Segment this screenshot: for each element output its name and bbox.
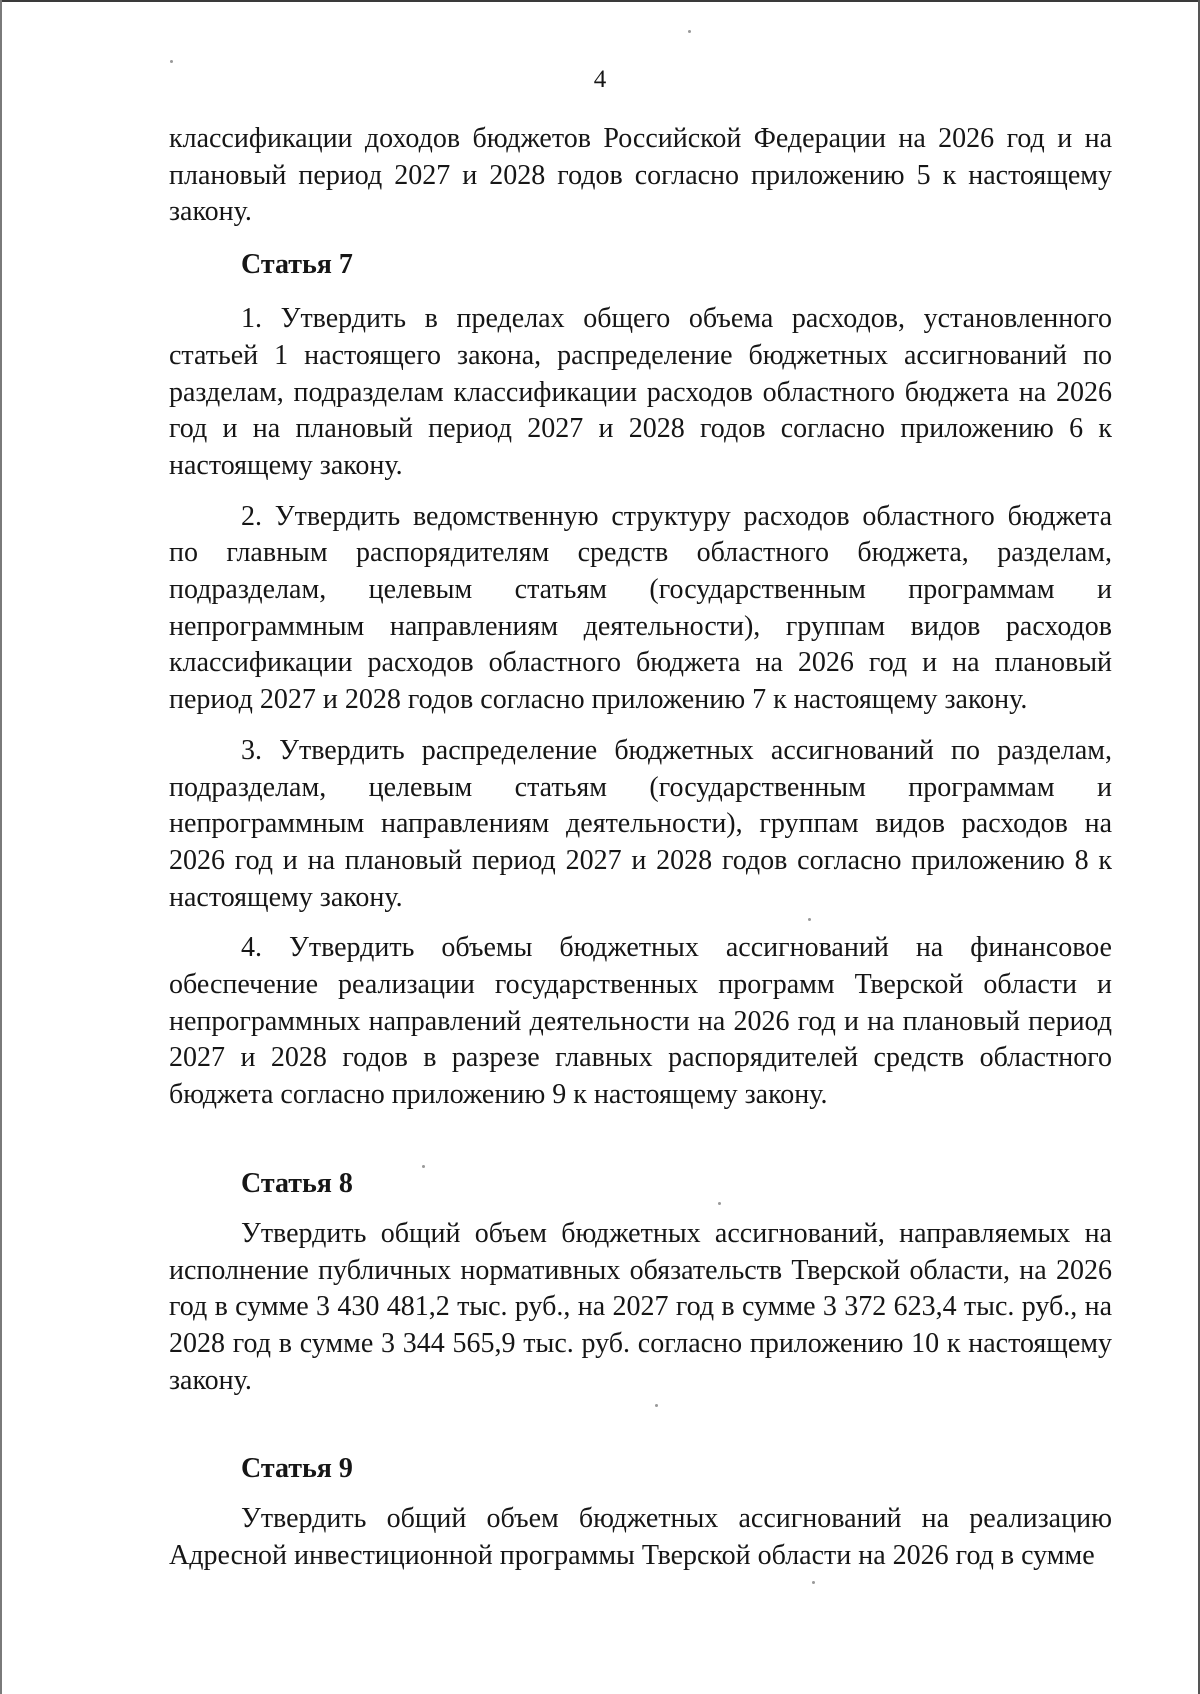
scan-speck (170, 60, 173, 63)
article-7-heading: Статья 7 (241, 249, 353, 281)
article-8-paragraph: Утвердить общий объем бюджетных ассигнований, направляемых на исполнение публичных нормативных обязательств Тверской области, на 2026 год в сумме 3 430 481,2 тыс. руб., на 2027 год в сумме 3 372 623,4 тыс. руб., на 2028 год в сумме 3 344 565,9 тыс. руб. согласно приложению 10 к настоящему закону. (169, 1217, 1112, 1396)
scan-edge-top (0, 0, 1200, 2)
page-number: 4 (593, 66, 607, 93)
article-9-heading: Статья 9 (241, 1453, 353, 1485)
article-8-heading: Статья 8 (241, 1167, 353, 1199)
intro-paragraph: классификации доходов бюджетов Российской Федерации на 2026 год и на плановый период 2027 и 2028 годов согласно приложению 5 к настоящему закону. (169, 123, 1112, 228)
scan-speck (688, 30, 691, 33)
article-9-paragraph: Утвердить общий объем бюджетных ассигнований на реализацию Адресной инвестиционной программы Тверской области на 2026 год в сумме (169, 1503, 1112, 1572)
scan-edge-left (0, 0, 2, 1694)
article-7-paragraph-4: 4. Утвердить объемы бюджетных ассигнований на финансовое обеспечение реализации государственных программ Тверской области и непрограммных направлений деятельности на 2026 год и на плановый период 2027 и 2028 годов в разрезе главных распорядителей средств областного бюджета согласно приложению 9 к настоящему закону. (169, 932, 1112, 1111)
article-7-paragraph-3: 3. Утвердить распределение бюджетных ассигнований по разделам, подразделам, целевым статьям (государственным программам и непрограммным направлениям деятельности), группам видов расходов на 2026 год и на плановый период 2027 и 2028 годов согласно приложению 8 к настоящему закону. (169, 734, 1112, 913)
article-7-paragraph-1: 1. Утвердить в пределах общего объема расходов, установленного статьей 1 настоящего закона, распределение бюджетных ассигнований по разделам, подразделам классификации расходов областного бюджета на 2026 год и на плановый период 2027 и 2028 годов согласно приложению 6 к настоящему закону. (169, 303, 1112, 481)
article-7-paragraph-2: 2. Утвердить ведомственную структуру расходов областного бюджета по главным распорядителям средств областного бюджета, разделам, подразделам, целевым статьям (государственным программам и непрограммным направлениям деятельности), группам видов расходов классификации расходов областного бюджета на 2026 год и на плановый период 2027 и 2028 годов согласно приложению 7 к настоящему закону. (169, 500, 1112, 716)
document-body (169, 121, 1112, 1575)
scan-speck (812, 1581, 815, 1584)
